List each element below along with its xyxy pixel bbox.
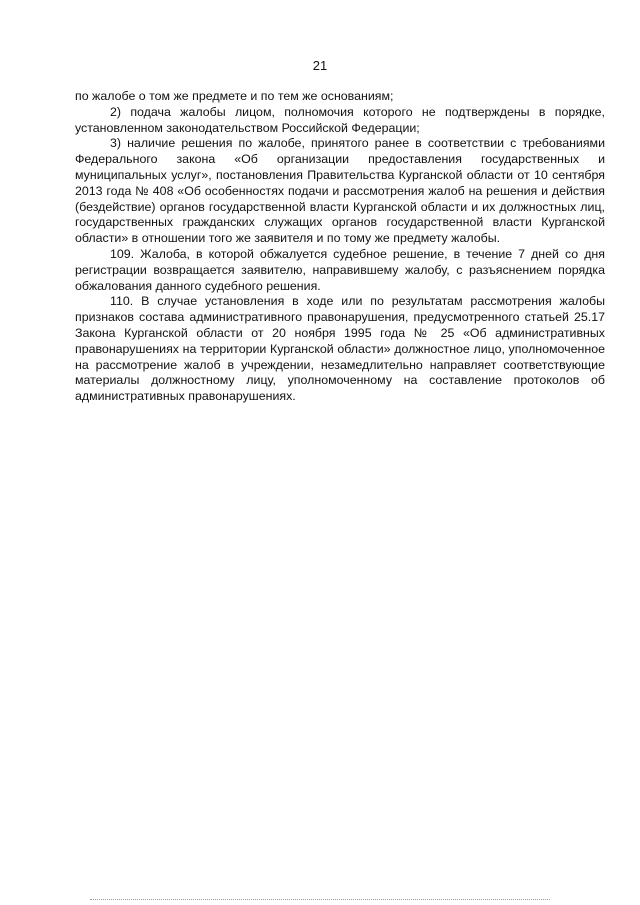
paragraph-item-2: 2) подача жалобы лицом, полномочия которого не подтверждены в порядке, установленном законодательством Российской Федерации;: [75, 104, 605, 135]
paragraph-110: 110. В случае установления в ходе или по результатам рассмотрения жалобы признаков состава административного правонарушения, предусмотренного статьей 25.17 Закона Курганской области от 20 ноября 1995 года № 25 «Об административных правонарушениях на территории Курганской области» должностное лицо, уполномоченное на рассмотрение жалоб в учреждении, незамедлительно направляет соответствующие материалы должностному лицу, уполномоченному на составление протоколов об административных правонарушениях.: [75, 294, 605, 404]
scan-edge-line: [90, 899, 550, 900]
paragraph-109: 109. Жалоба, в которой обжалуется судебное решение, в течение 7 дней со дня регистрации возвращается заявителю, направившему жалобу, с разъяснением порядка обжалования данного судебного решения.: [75, 246, 605, 293]
paragraph-item-3: 3) наличие решения по жалобе, принятого ранее в соответствии с требованиями Федерального закона «Об организации предоставления государственных и муниципальных услуг», постановления Правительства Курганской области от 10 сентября 2013 года № 408 «Об особенностях подачи и рассмотрения жалоб на решения и действия (бездействие) органов государственной власти Курганской области и их должностных лиц, государственных гражданских служащих органов государственной власти Курганской области» в отношении того же заявителя и по тому же предмету жалобы.: [75, 136, 605, 246]
paragraph-continuation: по жалобе о том же предмете и по тем же основаниям;: [75, 89, 394, 103]
page-number: 21: [312, 58, 328, 73]
document-body: [75, 89, 605, 405]
